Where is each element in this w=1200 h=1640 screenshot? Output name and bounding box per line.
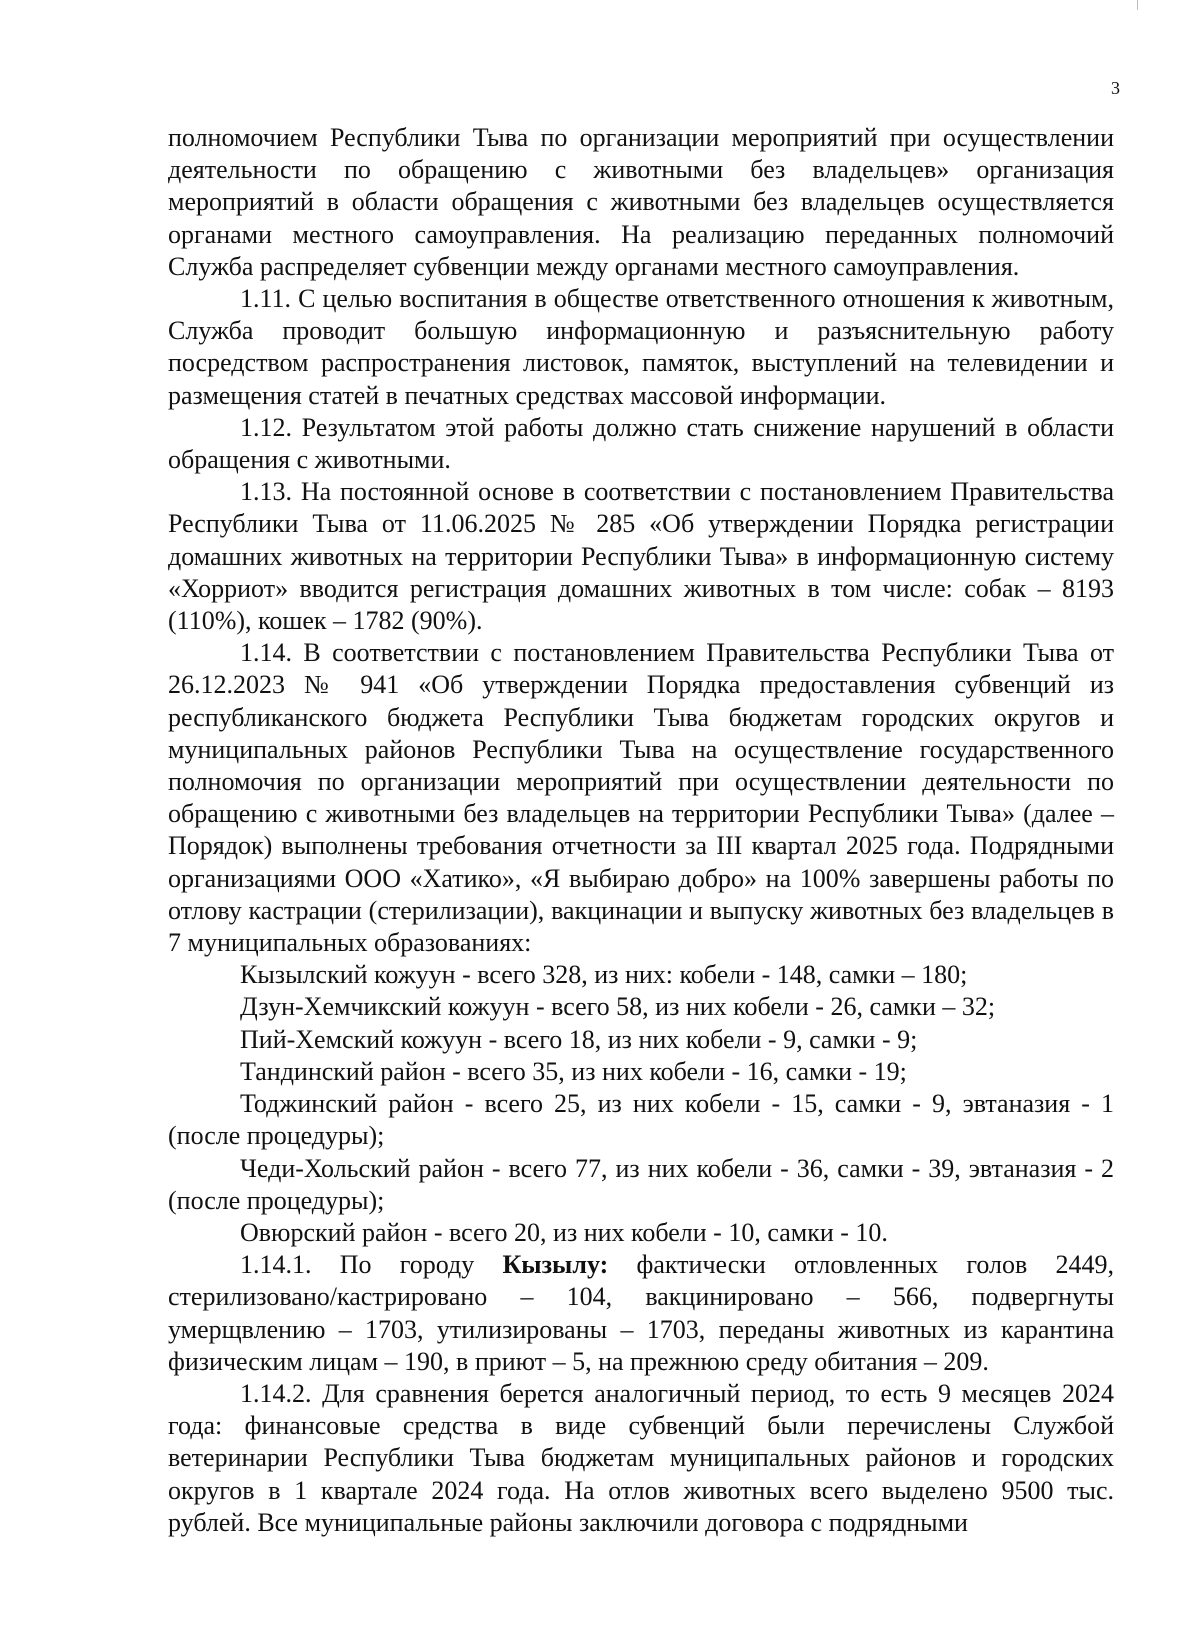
district-list-item: Тоджинский район - всего 25, из них кобели - 15, самки - 9, эвтаназия - 1 (после процедуры); <box>168 1089 1114 1151</box>
page-number: 3 <box>1111 78 1120 98</box>
paragraph-continuation: полномочием Республики Тыва по организации мероприятий при осуществлении деятельности по обращению с животными без владельцев» организация мероприятий в области обращения с животными без владельцев осуществляется органами местного самоуправления. На реализацию переданных полномочий Служба распределяет субвенции между органами местного самоуправления. <box>168 123 1114 281</box>
district-list-item: Пий-Хемский кожуун - всего 18, из них кобели - 9, самки - 9; <box>240 1024 918 1054</box>
paragraph-1-14-1-prefix: 1.14.1. По городу <box>240 1250 503 1280</box>
district-list-item: Дзун-Хемчикский кожуун - всего 58, из них кобели - 26, самки – 32; <box>240 992 996 1022</box>
city-name-bold: Кызылу: <box>502 1250 609 1280</box>
paragraph-1-12: 1.12. Результатом этой работы должно стать снижение нарушений в области обращения с животными. <box>168 412 1114 475</box>
district-list-item: Овюрский район - всего 20, из них кобели - 10, самки - 10. <box>240 1217 888 1247</box>
document-body <box>168 122 1114 1539</box>
paragraph-1-14-1-text: фактически отловленных голов 2449, стерилизовано/кастрировано – 104, вакцинировано – 566, подвергнуты умерщвлению – 1703, утилизированы – 1703, переданы животных из карантина физическим лицам – 190, в приют – 5, на прежнюю среду обитания – 209. <box>168 1250 1114 1376</box>
district-list-item: Чеди-Хольский район - всего 77, из них кобели - 36, самки - 39, эвтаназия - 2 (после процедуры); <box>168 1153 1114 1215</box>
paragraph-1-13: 1.13. На постоянной основе в соответствии с постановлением Правительства Республики Тыва от 11.06.2025 № 285 «Об утверждении Порядка регистрации домашних животных на территории Республики Тыва» в информационную систему «Хорриот» вводится регистрация домашних животных в том числе: собак – 8193 (110%), кошек – 1782 (90%). <box>168 477 1114 636</box>
district-list-item: Тандинский район - всего 35, из них кобели - 16, самки - 19; <box>240 1056 907 1086</box>
scan-edge-mark <box>1137 0 1138 10</box>
paragraph-1-14: 1.14. В соответствии с постановлением Правительства Республики Тыва от 26.12.2023 № 941 «Об утверждении Порядка предоставления субвенций из республиканского бюджета Республики Тыва бюджетам городских округов и муниципальных районов Республики Тыва на осуществление государственного полномочия по организации мероприятий при осуществлении деятельности по обращению с животными без владельцев на территории Республики Тыва» (далее – Порядок) выполнены требования отчетности за III квартал 2025 года. Подрядными организациями ООО «Хатико», «Я выбираю добро» на 100% завершены работы по отлову кастрации (стерилизации), вакцинации и выпуску животных без владельцев в 7 муниципальных образованиях: <box>168 638 1114 958</box>
district-list-item: Кызылский кожуун - всего 328, из них: кобели - 148, самки – 180; <box>240 960 968 990</box>
paragraph-1-14-1 <box>168 1249 1114 1378</box>
paragraph-1-14-2: 1.14.2. Для сравнения берется аналогичный период, то есть 9 месяцев 2024 года: финансовые средства в виде субвенций были перечислены Службой ветеринарии Республики Тыва бюджетам муниципальных районов и городских округов в 1 квартале 2024 года. На отлов животных всего выделено 9500 тыс. рублей. Все муниципальные районы заключили договора с подрядными <box>168 1378 1114 1537</box>
paragraph-1-11: 1.11. С целью воспитания в обществе ответственного отношения к животным, Служба проводит большую информационную и разъяснительную работу посредством распространения листовок, памяток, выступлений на телевидении и размещения статей в печатных средствах массовой информации. <box>168 284 1114 410</box>
